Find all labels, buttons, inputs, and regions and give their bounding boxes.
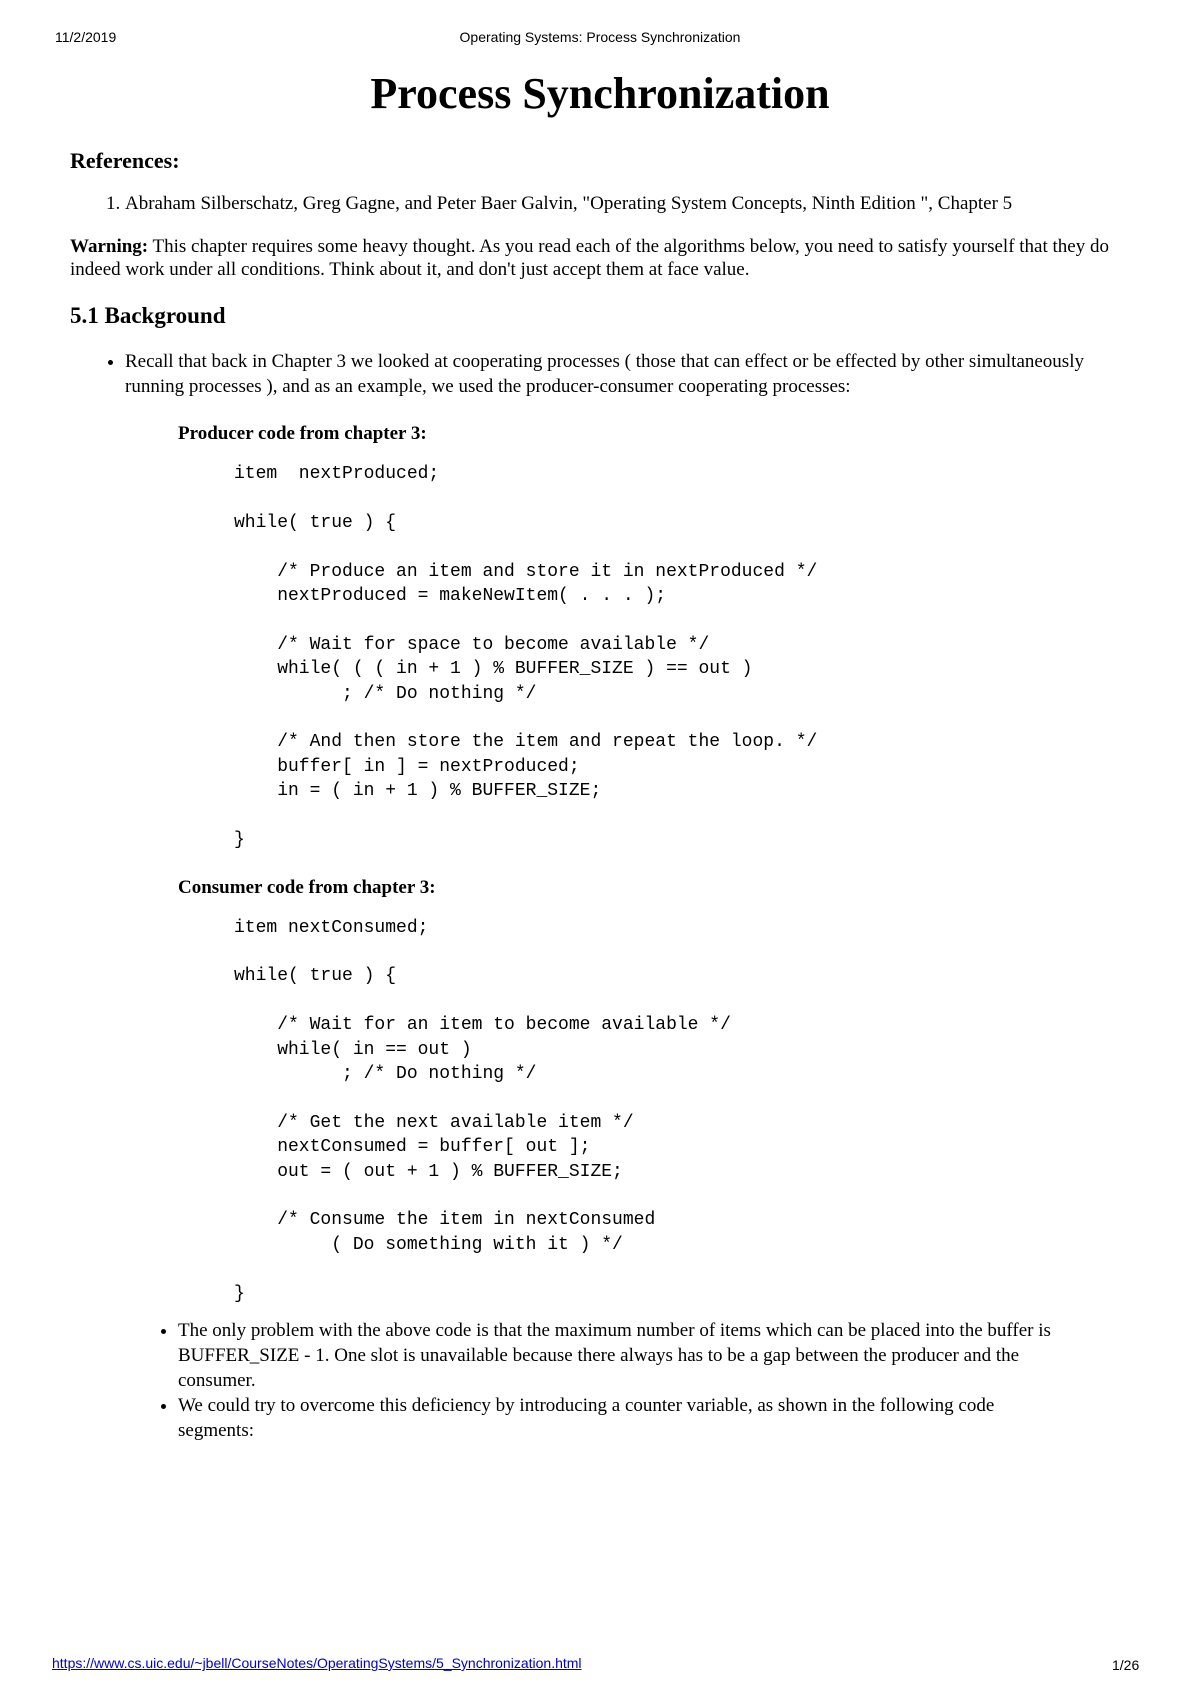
warning-text: This chapter requires some heavy thought. As you read each of the algorithms below, you need to satisfy yourself that they do indeed work under all conditions. Think about it, and don't just accept them at face value. <box>70 236 1109 280</box>
list-item <box>125 349 1130 1306</box>
document-body <box>70 148 1130 1443</box>
list-item: • We could try to overcome this deficiency by introducing a counter variable, as shown in the following code segments: <box>178 1393 1063 1443</box>
producer-code-title: Producer code from chapter 3: <box>178 423 427 444</box>
warning-paragraph <box>70 235 1130 281</box>
print-footer <box>0 1655 1200 1675</box>
page-title: Process Synchronization <box>370 69 830 118</box>
page-number: 1/26 <box>1112 1657 1140 1673</box>
print-header <box>0 29 1200 49</box>
producer-code: item nextProduced; while( true ) { /* Produce an item and store it in nextProduced */ nextProduced = makeNewItem( . . . ); /* Wait for space to become available */ while( ( ( in + 1 ) % BUFFER_SIZE ) == out ) ; /* Do nothing */ /* And then store the item and repeat the loop. */ buffer[ in ] = nextProduced; in = ( in + 1 ) % BUFFER_SIZE; } <box>234 464 818 851</box>
references-list <box>70 192 1130 215</box>
print-doc-title: Operating Systems: Process Synchronization <box>459 29 741 45</box>
source-url-link[interactable]: https://www.cs.uic.edu/~jbell/CourseNotes/OperatingSystems/5_Synchronization.html <box>52 1655 582 1671</box>
background-list <box>70 349 1130 1306</box>
warning-label: Warning: <box>70 236 149 257</box>
consumer-code-section <box>178 875 1130 1307</box>
sub-bullet-list <box>70 1318 1130 1443</box>
consumer-code: item nextConsumed; while( true ) { /* Wait for an item to become available */ while( in == out ) ; /* Do nothing */ /* Get the next available item */ nextConsumed = buffer[ out ]; out = ( out + 1 ) % BUFFER_SIZE; /* Consume the item in nextConsumed ( Do something with it ) */ } <box>234 917 731 1304</box>
reference-item: 1. Abraham Silberschatz, Greg Gagne, and Peter Baer Galvin, "Operating System Concepts, Ninth Edition ", Chapter 5 <box>125 192 1130 215</box>
references-heading: References: <box>70 148 180 173</box>
consumer-code-title: Consumer code from chapter 3: <box>178 876 436 898</box>
producer-code-section <box>178 421 1130 853</box>
intro-text: Recall that back in Chapter 3 we looked at cooperating processes ( those that can effect or be effected by other simultaneously running processes ), and as an example, we used the producer-consumer cooperating processes: <box>125 351 1084 397</box>
section-heading: 5.1 Background <box>70 303 226 328</box>
print-date: 11/2/2019 <box>55 29 117 45</box>
list-item: • The only problem with the above code is that the maximum number of items which can be placed into the buffer is BUFFER_SIZE - 1. One slot is unavailable because there always has to be a gap between the producer and the consumer. <box>178 1318 1063 1393</box>
